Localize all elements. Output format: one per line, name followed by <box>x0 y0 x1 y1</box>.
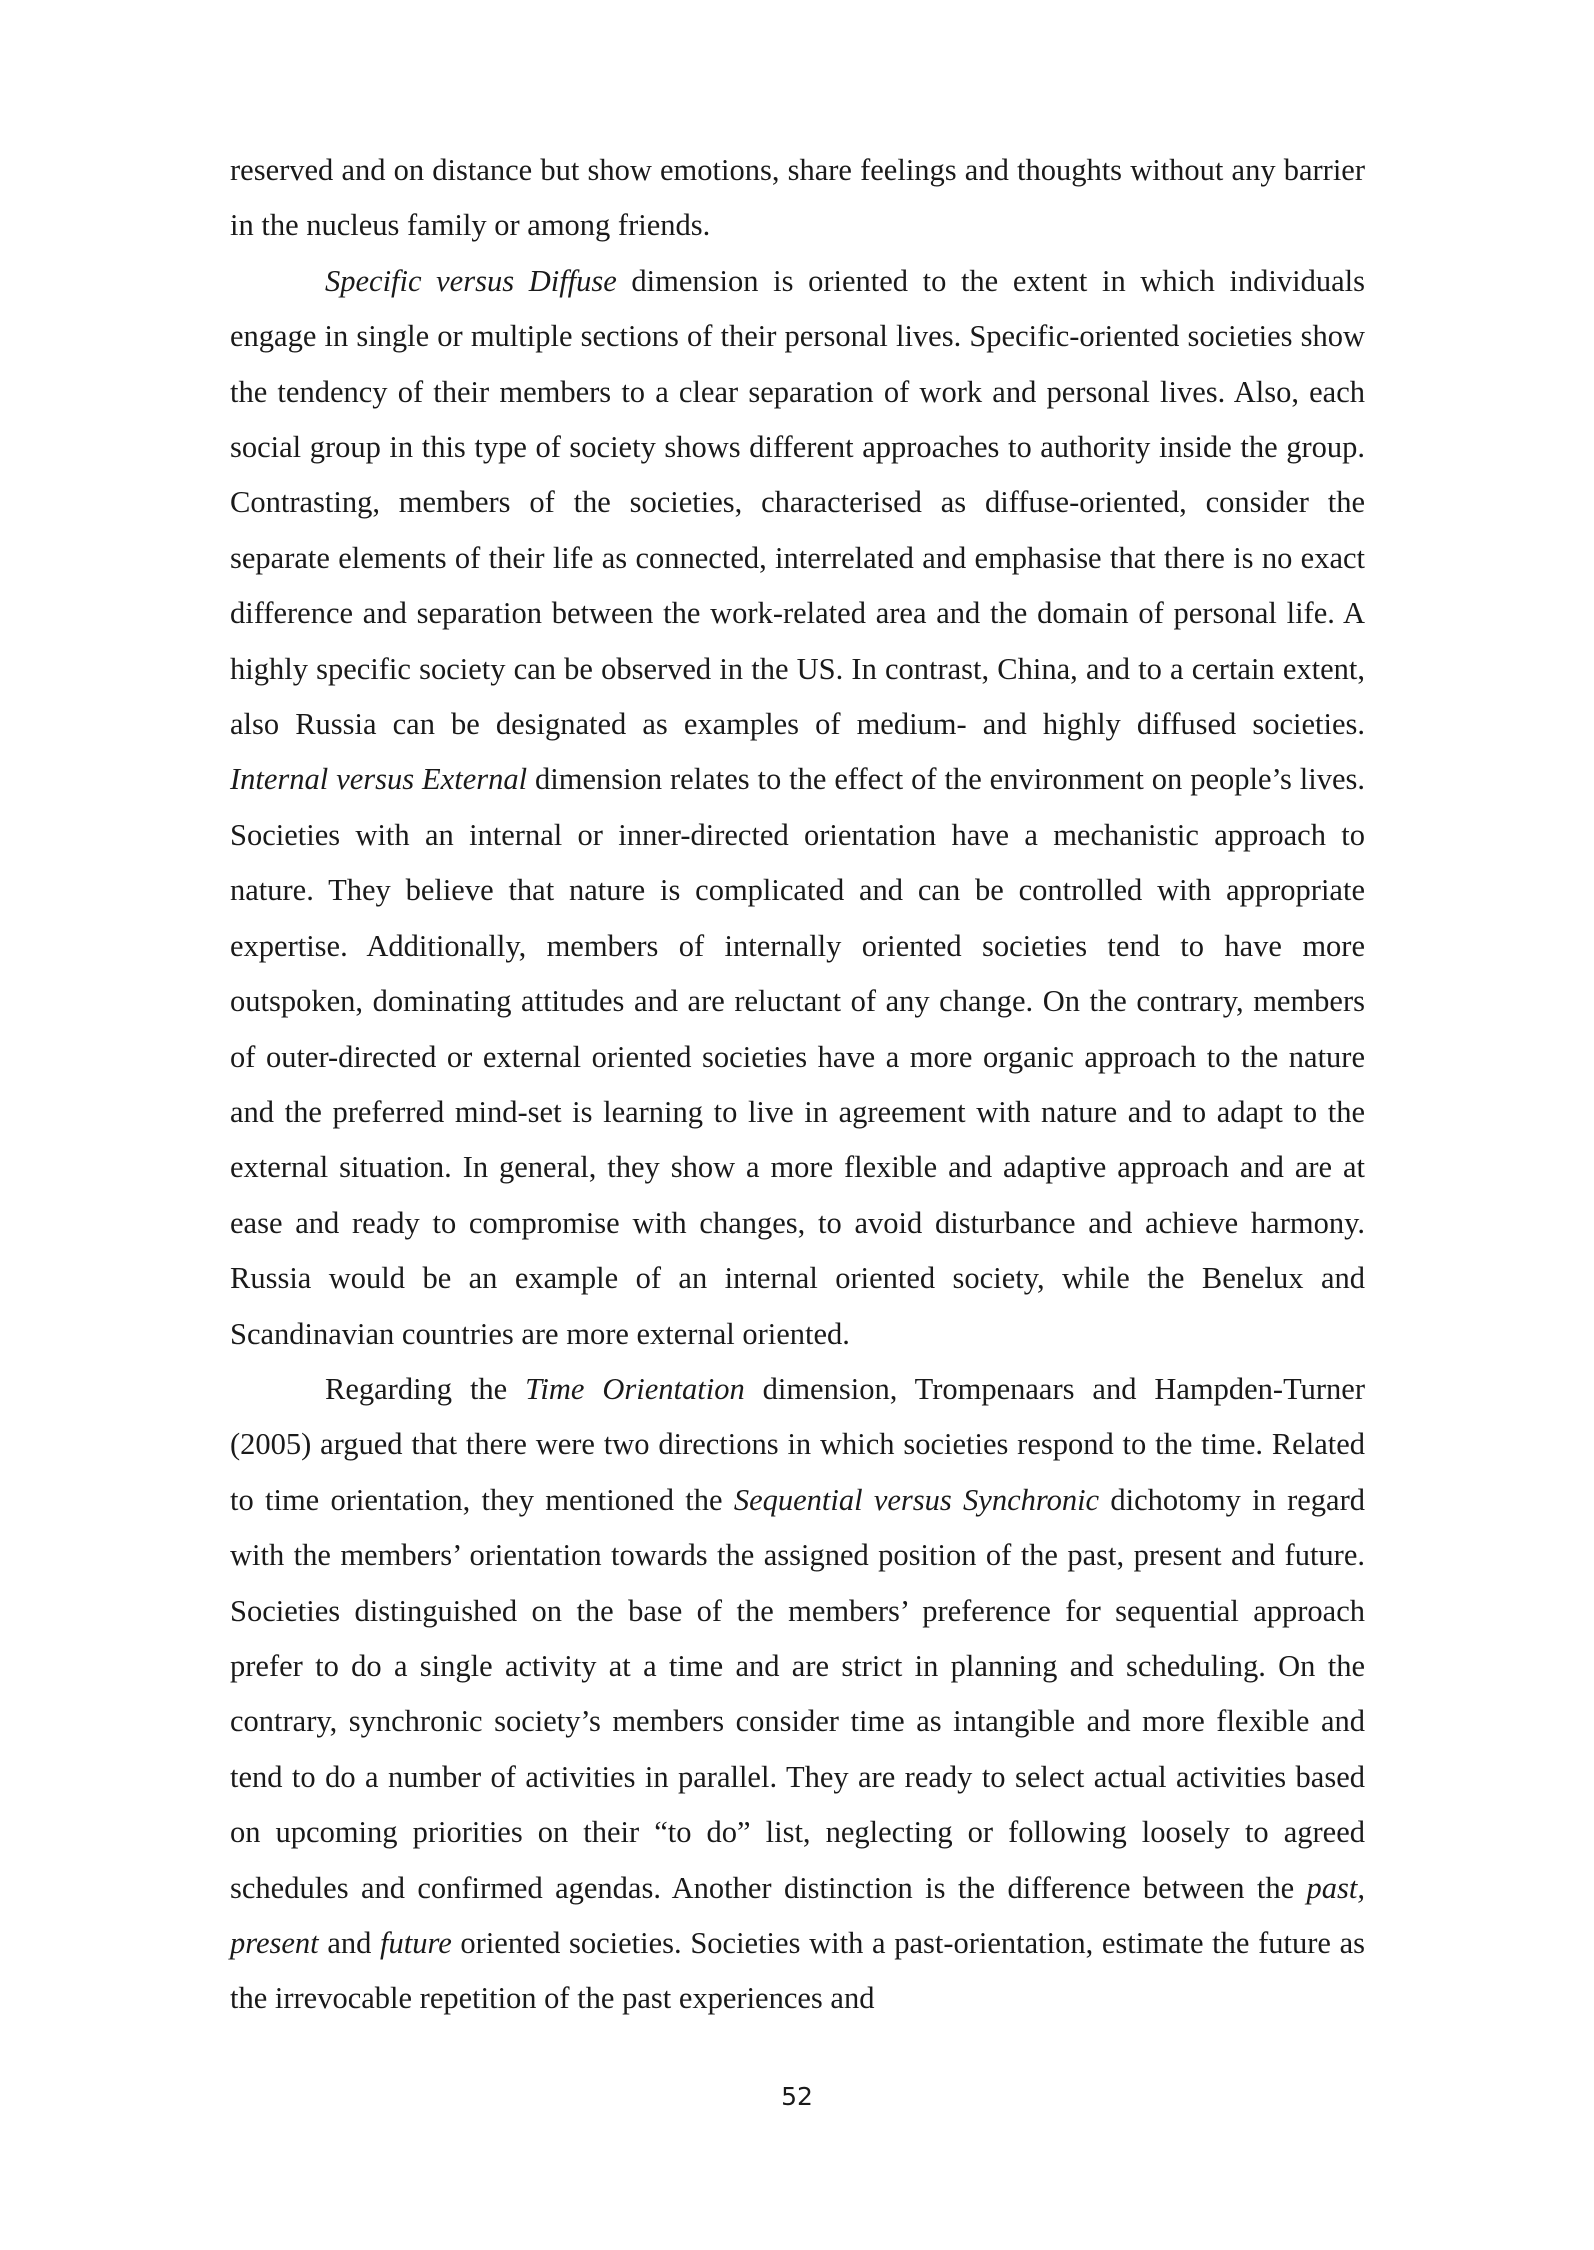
body-text <box>230 143 1365 2027</box>
italic-term: past, present <box>230 1870 1365 1960</box>
italic-term: Time Orientation <box>525 1371 745 1406</box>
paragraph-time-orientation: Regarding the Time Orientation dimension, Trompenaars and Hampden-Turner (2005) argued that there were two directions in which societies respond to the time. Related to time orientation, they mentioned the Sequential versus Synchronic dichotomy in regard with the members’ orientation towards the assigned position of the past, present and future. Societies distinguished on the base of the members’ preference for sequential approach prefer to do a single activity at a time and are strict in planning and scheduling. On the contrary, synchronic society’s members consider time as intangible and more flexible and tend to do a number of activities in parallel. They are ready to select actual activities based on upcoming priorities on their “to do” list, neglecting or following loosely to agreed schedules and confirmed agendas. Another distinction is the difference between the past, present and future oriented societies. Societies with a past-orientation, estimate the future as the irrevocable repetition of the past experiences and <box>230 1371 1365 2016</box>
italic-term: Specific versus Diffuse <box>325 263 617 298</box>
paragraph-specific-diffuse: Specific versus Diffuse dimension is oriented to the extent in which individuals engage in single or multiple sections of their personal lives. Specific-oriented societies show the tendency of their members to a clear separation of work and personal lives. Also, each social group in this type of society shows different approaches to authority inside the group. Contrasting, members of the societies, characterised as diffuse-oriented, consider the separate elements of their life as connected, interrelated and emphasise that there is no exact difference and separation between the work-related area and the domain of personal life. A highly specific society can be observed in the US. In contrast, China, and to a certain extent, also Russia can be designated as examples of medium- and highly diffused societies. Internal versus External dimension relates to the effect of the environment on people’s lives. Societies with an internal or inner-directed orientation have a mechanistic approach to nature. They believe that nature is complicated and can be controlled with appropriate expertise. Additionally, members of internally oriented societies tend to have more outspoken, dominating attitudes and are reluctant of any change. On the contrary, members of outer-directed or external oriented societies have a more organic approach to the nature and the preferred mind-set is learning to live in agreement with nature and to adapt to the external situation. In general, they show a more flexible and adaptive approach and are at ease and ready to compromise with changes, to avoid disturbance and achieve harmony. Russia would be an example of an internal oriented society, while the Benelux and Scandinavian countries are more external oriented. <box>230 263 1366 1351</box>
italic-term: Sequential versus Synchronic <box>733 1482 1100 1517</box>
italic-term: Internal versus External <box>230 762 528 797</box>
paragraph-continuation: reserved and on distance but show emotions, share feelings and thoughts without any barrier in the nucleus family or among friends. <box>230 153 1365 243</box>
italic-term: future <box>380 1926 452 1960</box>
page-number: 52 <box>781 2082 813 2111</box>
